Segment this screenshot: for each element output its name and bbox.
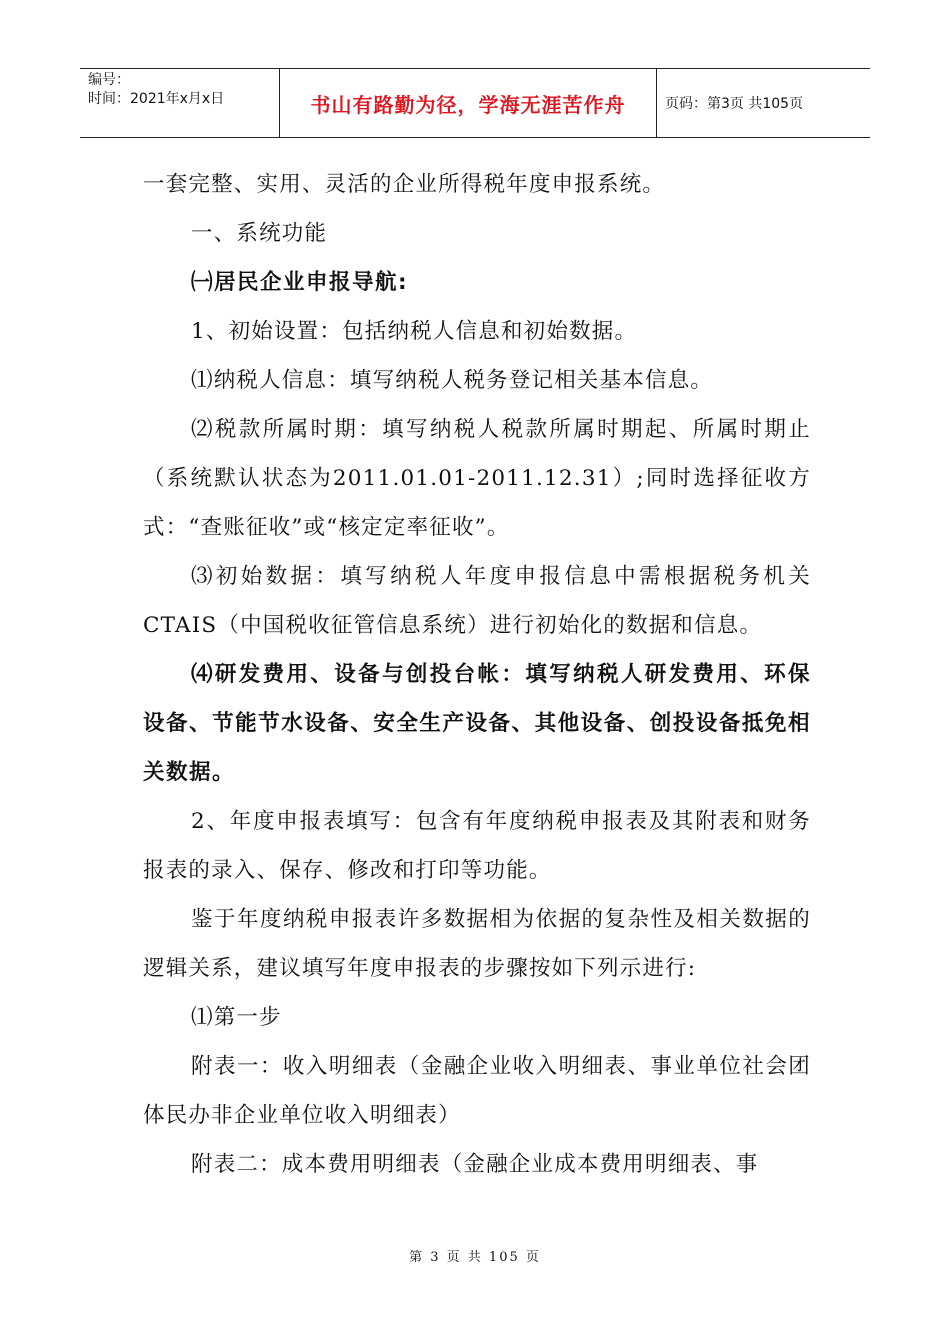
paragraph-schedule-one: 附表一：收入明细表（金融企业收入明细表、事业单位社会团体民办非企业单位收入明细表） xyxy=(143,1054,811,1128)
subsection-heading-resident-navigation: ㈠居民企业申报导航: xyxy=(191,270,409,295)
header-meta xyxy=(80,69,280,137)
document-number-label: 编号： xyxy=(88,72,130,88)
paragraph-step-one: ⑴第一步 xyxy=(191,1005,282,1030)
paragraph-schedule-two: 附表二：成本费用明细表（金融企业成本费用明细表、事 xyxy=(191,1152,759,1177)
paragraph-filling-order-note: 鉴于年度纳税申报表许多数据相为依据的复杂性及相关数据的逻辑关系，建议填写年度申报表的步骤按如下列示进行: xyxy=(143,907,811,981)
paragraph-annual-form-filling: 2、年度申报表填写：包含有年度纳税申报表及其附表和财务报表的录入、保存、修改和打印等功能。 xyxy=(143,809,811,883)
paragraph-initial-setup: 1、初始设置：包括纳税人信息和初始数据。 xyxy=(191,319,638,344)
paragraph-taxpayer-info: ⑴纳税人信息：填写纳税人税务登记相关基本信息。 xyxy=(191,368,714,393)
section-heading-system-functions: 一、系统功能 xyxy=(191,221,328,246)
paragraph-intro: 一套完整、实用、灵活的企业所得税年度申报系统。 xyxy=(143,172,666,197)
paragraph-rd-equipment-ledger: ⑷研发费用、设备与创投台帐：填写纳税人研发费用、环保设备、节能节水设备、安全生产设备、其他设备、创投设备抵免相关数据。 xyxy=(143,662,811,785)
document-time-label: 时间：2021年x月x日 xyxy=(88,91,225,107)
header-motto: 书山有路勤为径，学海无涯苦作舟 xyxy=(280,69,657,137)
paragraph-initial-data: ⑶初始数据：填写纳税人年度申报信息中需根据税务机关CTAIS（中国税收征管信息系统）进行初始化的数据和信息。 xyxy=(143,564,811,638)
page-footer: 第 3 页 共 105 页 xyxy=(409,1250,541,1265)
document-body xyxy=(143,160,811,1189)
paragraph-tax-period: ⑵税款所属时期：填写纳税人税款所属时期起、所属时期止（系统默认状态为2011.01.01-2011.12.31）;同时选择征收方式：“查账征收”或“核定定率征收”。 xyxy=(143,417,811,540)
page-header xyxy=(80,68,870,138)
header-page-info: 页码：第3页 共105页 xyxy=(665,96,804,112)
